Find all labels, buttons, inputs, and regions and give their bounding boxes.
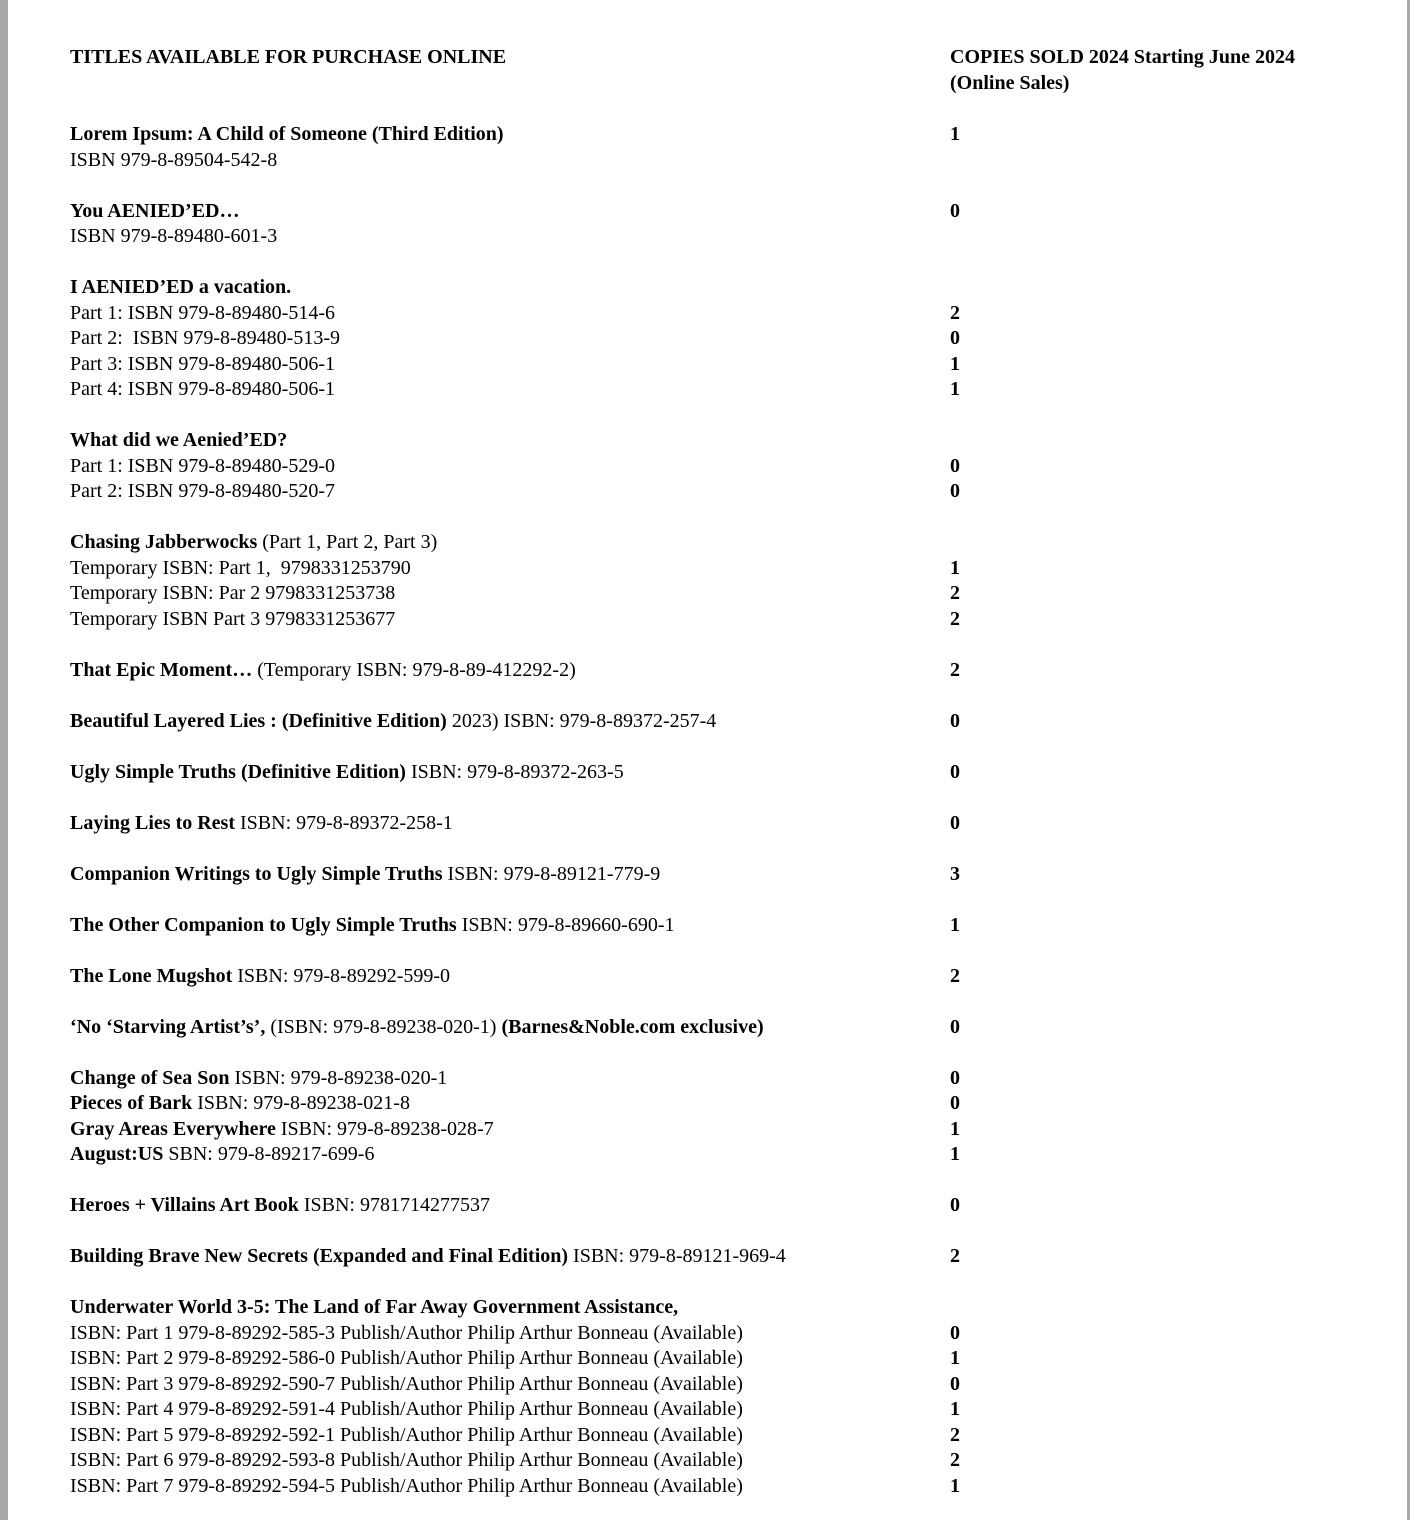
table-row — [70, 811, 1390, 837]
title-cell — [70, 224, 277, 250]
isbn-text: (Temporary ISBN: 979-8-89-412292-2) — [252, 658, 576, 681]
isbn-text: ISBN: 9781714277537 — [298, 1194, 490, 1216]
exclusive-note: (Barnes&Noble.com exclusive) — [501, 1015, 764, 1038]
title-section — [70, 1015, 1390, 1041]
isbn-text: ISBN: 979-8-89121-969-4 — [568, 1245, 786, 1267]
title-section — [70, 428, 1390, 505]
title-cell — [70, 301, 335, 327]
table-row — [70, 556, 1390, 582]
copies-sold-count: 3 — [950, 862, 960, 885]
copies-sold-count: 0 — [950, 327, 960, 349]
table-row — [70, 607, 1390, 633]
table-row — [70, 862, 1390, 888]
book-title: Ugly Simple Truths (Definitive Edition) — [70, 760, 406, 783]
title-cell — [70, 658, 576, 684]
isbn-text: 2023) ISBN: 979-8-89372-257-4 — [446, 709, 717, 732]
table-row — [70, 199, 1390, 225]
table-row — [70, 1193, 1390, 1219]
copies-sold-count: 0 — [950, 1321, 960, 1344]
isbn-text: (ISBN: 979-8-89238-020-1) — [265, 1015, 502, 1038]
table-row — [70, 326, 1390, 352]
title-cell — [70, 275, 291, 301]
table-row — [70, 1295, 1390, 1321]
table-row — [70, 1142, 1390, 1168]
title-section — [70, 862, 1390, 888]
title-cell — [70, 862, 660, 888]
isbn-text: ISBN: 979-8-89660-690-1 — [456, 913, 675, 936]
isbn-text: Temporary ISBN: Part 1, 9798331253790 — [70, 556, 411, 579]
copies-sold-count: 2 — [950, 1423, 960, 1446]
table-row — [70, 1397, 1390, 1423]
book-title: Companion Writings to Ugly Simple Truths — [70, 862, 443, 885]
isbn-text: Part 2: ISBN 979-8-89480-520-7 — [70, 480, 335, 502]
title-cell — [70, 913, 674, 939]
titles-list — [70, 122, 1390, 1499]
title-cell — [70, 1066, 447, 1092]
book-title: I AENIED’ED a vacation. — [70, 276, 292, 298]
title-cell — [70, 1117, 494, 1143]
table-row — [70, 658, 1390, 684]
table-row — [70, 1321, 1390, 1347]
table-row — [70, 709, 1390, 735]
table-row — [70, 913, 1390, 939]
copies-sold-count: 1 — [950, 123, 960, 145]
isbn-text: Part 2: ISBN 979-8-89480-513-9 — [70, 327, 340, 349]
isbn-text: ISBN: 979-8-89238-028-7 — [275, 1117, 494, 1140]
title-section — [70, 913, 1390, 939]
copies-sold-count: 0 — [950, 709, 960, 732]
title-cell — [70, 428, 287, 454]
document-page — [8, 0, 1407, 1520]
isbn-text: ISBN: 979-8-89121-779-9 — [442, 862, 661, 885]
isbn-text: ISBN: Part 4 979-8-89292-591-4 Publish/Author Philip Arthur Bonneau (Available) — [70, 1398, 743, 1420]
table-row — [70, 964, 1390, 990]
title-cell — [70, 760, 624, 786]
table-row — [70, 352, 1390, 378]
table-row — [70, 1448, 1390, 1474]
title-section — [70, 811, 1390, 837]
isbn-text: Temporary ISBN: Par 2 9798331253738 — [70, 582, 396, 604]
copies-sold-count: 2 — [950, 658, 960, 681]
title-cell — [70, 1142, 374, 1168]
title-section — [70, 964, 1390, 990]
table-row — [70, 122, 1390, 148]
isbn-text: ISBN: 979-8-89238-020-1 — [229, 1066, 448, 1089]
isbn-text: ISBN: 979-8-89238-021-8 — [192, 1092, 410, 1114]
document-content — [70, 45, 1390, 1525]
copies-sold-count: 1 — [950, 352, 960, 375]
table-row — [70, 479, 1390, 505]
isbn-text: Temporary ISBN Part 3 9798331253677 — [70, 607, 396, 630]
title-section — [70, 530, 1390, 632]
book-title: Beautiful Layered Lies : (Definitive Edition) — [70, 709, 447, 732]
copies-sold-count: 0 — [950, 760, 960, 783]
copies-sold-count: 0 — [950, 1372, 960, 1395]
table-header — [70, 45, 1390, 122]
title-cell — [70, 964, 450, 990]
table-row — [70, 224, 1390, 250]
table-row — [70, 377, 1390, 403]
table-row — [70, 428, 1390, 454]
table-row — [70, 1117, 1390, 1143]
copies-sold-count: 2 — [950, 582, 960, 604]
isbn-text: ISBN: Part 1 979-8-89292-585-3 Publish/Author Philip Arthur Bonneau (Available) — [70, 1321, 743, 1344]
table-row — [70, 1372, 1390, 1398]
title-section — [70, 658, 1390, 684]
title-cell — [70, 352, 335, 378]
table-row — [70, 1015, 1390, 1041]
title-cell — [70, 326, 340, 352]
title-cell — [70, 581, 395, 607]
title-cell — [70, 122, 504, 148]
book-title: Underwater World 3-5: The Land of Far Away Government Assistance, — [70, 1296, 679, 1318]
isbn-text: ISBN 979-8-89504-542-8 — [70, 148, 278, 171]
copies-sold-count: 0 — [950, 454, 960, 477]
book-title: Laying Lies to Rest — [70, 811, 235, 834]
table-row — [70, 1066, 1390, 1092]
book-title: Change of Sea Son — [70, 1066, 230, 1089]
book-title: Lorem Ipsum: A Child of Someone (Third Edition) — [70, 123, 504, 145]
book-title: The Other Companion to Ugly Simple Truths — [70, 913, 457, 936]
title-cell — [70, 1244, 786, 1270]
copies-sold-count: 1 — [950, 556, 960, 579]
book-title: August:US — [70, 1143, 164, 1165]
title-cell — [70, 556, 411, 582]
isbn-text: Part 1: ISBN 979-8-89480-529-0 — [70, 454, 335, 477]
copies-sold-count: 1 — [950, 913, 960, 936]
copies-sold-count: 2 — [950, 1245, 960, 1267]
isbn-text: Part 3: ISBN 979-8-89480-506-1 — [70, 352, 335, 375]
viewer-frame-left — [0, 0, 8, 1520]
table-row — [70, 148, 1390, 174]
title-cell — [70, 199, 239, 225]
title-cell — [70, 709, 716, 735]
table-row — [70, 1244, 1390, 1270]
copies-heading-line2: (Online Sales) — [950, 71, 1070, 94]
copies-sold-count: 1 — [950, 1143, 960, 1165]
book-title: Heroes + Villains Art Book — [70, 1194, 299, 1216]
isbn-text: SBN: 979-8-89217-699-6 — [163, 1143, 375, 1165]
table-row — [70, 454, 1390, 480]
copies-sold-count: 2 — [950, 964, 960, 987]
title-cell — [70, 607, 395, 633]
copies-sold-count: 0 — [950, 199, 960, 222]
copies-sold-count: 0 — [950, 1092, 960, 1114]
title-section — [70, 1244, 1390, 1270]
isbn-text: ISBN: Part 2 979-8-89292-586-0 Publish/Author Philip Arthur Bonneau (Available) — [70, 1347, 743, 1369]
book-title: Building Brave New Secrets (Expanded and Final Edition) — [70, 1245, 569, 1267]
isbn-text: ISBN: Part 7 979-8-89292-594-5 Publish/Author Philip Arthur Bonneau (Available) — [70, 1474, 743, 1497]
table-row — [70, 530, 1390, 556]
table-row — [70, 1474, 1390, 1500]
title-cell — [70, 1015, 764, 1041]
isbn-text: (Part 1, Part 2, Part 3) — [257, 531, 438, 553]
title-section — [70, 1193, 1390, 1219]
title-cell — [70, 1397, 743, 1423]
copies-sold-count: 1 — [950, 1398, 960, 1420]
table-row — [70, 760, 1390, 786]
title-section — [70, 199, 1390, 250]
copies-sold-count: 0 — [950, 811, 960, 834]
title-cell — [70, 377, 335, 403]
book-title: You AENIED’ED… — [70, 199, 240, 222]
book-title: The Lone Mugshot — [70, 964, 233, 987]
table-row — [70, 581, 1390, 607]
isbn-text: ISBN: Part 5 979-8-89292-592-1 Publish/Author Philip Arthur Bonneau (Available) — [70, 1423, 743, 1446]
title-cell — [70, 1193, 490, 1219]
title-cell — [70, 1474, 743, 1500]
title-cell — [70, 811, 453, 837]
copies-sold-count: 1 — [950, 378, 960, 400]
copies-sold-count: 1 — [950, 1347, 960, 1369]
title-cell — [70, 1423, 743, 1449]
isbn-text: Part 1: ISBN 979-8-89480-514-6 — [70, 301, 335, 324]
title-section — [70, 122, 1390, 173]
book-title: Pieces of Bark — [70, 1092, 193, 1114]
titles-heading: TITLES AVAILABLE FOR PURCHASE ONLINE — [70, 46, 507, 68]
table-row — [70, 1423, 1390, 1449]
copies-heading-line1: COPIES SOLD 2024 Starting June 2024 — [950, 46, 1296, 68]
title-cell — [70, 1295, 678, 1321]
copies-sold-count: 0 — [950, 1066, 960, 1089]
title-cell — [70, 1091, 410, 1117]
isbn-text: ISBN: Part 3 979-8-89292-590-7 Publish/Author Philip Arthur Bonneau (Available) — [70, 1372, 743, 1395]
isbn-text: ISBN: 979-8-89292-599-0 — [232, 964, 451, 987]
title-section — [70, 709, 1390, 735]
copies-heading — [950, 45, 1370, 96]
book-title: ‘No ‘Starving Artist’s’, — [70, 1015, 266, 1038]
title-cell — [70, 479, 335, 505]
copies-sold-count: 0 — [950, 1015, 960, 1038]
table-row — [70, 301, 1390, 327]
title-cell — [70, 530, 437, 556]
copies-sold-count: 1 — [950, 1474, 960, 1497]
title-cell — [70, 454, 335, 480]
table-row — [70, 275, 1390, 301]
book-title: Gray Areas Everywhere — [70, 1117, 276, 1140]
copies-sold-count: 0 — [950, 480, 960, 502]
book-title: What did we Aenied’ED? — [70, 429, 288, 451]
copies-sold-count: 2 — [950, 301, 960, 324]
title-cell — [70, 1372, 743, 1398]
title-cell — [70, 1448, 743, 1474]
copies-sold-count: 2 — [950, 1449, 960, 1471]
title-cell — [70, 148, 277, 174]
isbn-text: ISBN 979-8-89480-601-3 — [70, 225, 278, 247]
title-section — [70, 1066, 1390, 1168]
copies-sold-count: 2 — [950, 607, 960, 630]
isbn-text: ISBN: Part 6 979-8-89292-593-8 Publish/Author Philip Arthur Bonneau (Available) — [70, 1449, 743, 1471]
title-section — [70, 760, 1390, 786]
table-row — [70, 1346, 1390, 1372]
title-section — [70, 1295, 1390, 1499]
table-row — [70, 1091, 1390, 1117]
copies-sold-count: 1 — [950, 1117, 960, 1140]
title-section — [70, 275, 1390, 403]
isbn-text: ISBN: 979-8-89372-263-5 — [405, 760, 624, 783]
title-cell — [70, 1321, 743, 1347]
copies-sold-count: 0 — [950, 1194, 960, 1216]
isbn-text: ISBN: 979-8-89372-258-1 — [235, 811, 453, 834]
book-title: That Epic Moment… — [70, 658, 253, 681]
isbn-text: Part 4: ISBN 979-8-89480-506-1 — [70, 378, 335, 400]
book-title: Chasing Jabberwocks — [70, 531, 258, 553]
title-cell — [70, 1346, 743, 1372]
